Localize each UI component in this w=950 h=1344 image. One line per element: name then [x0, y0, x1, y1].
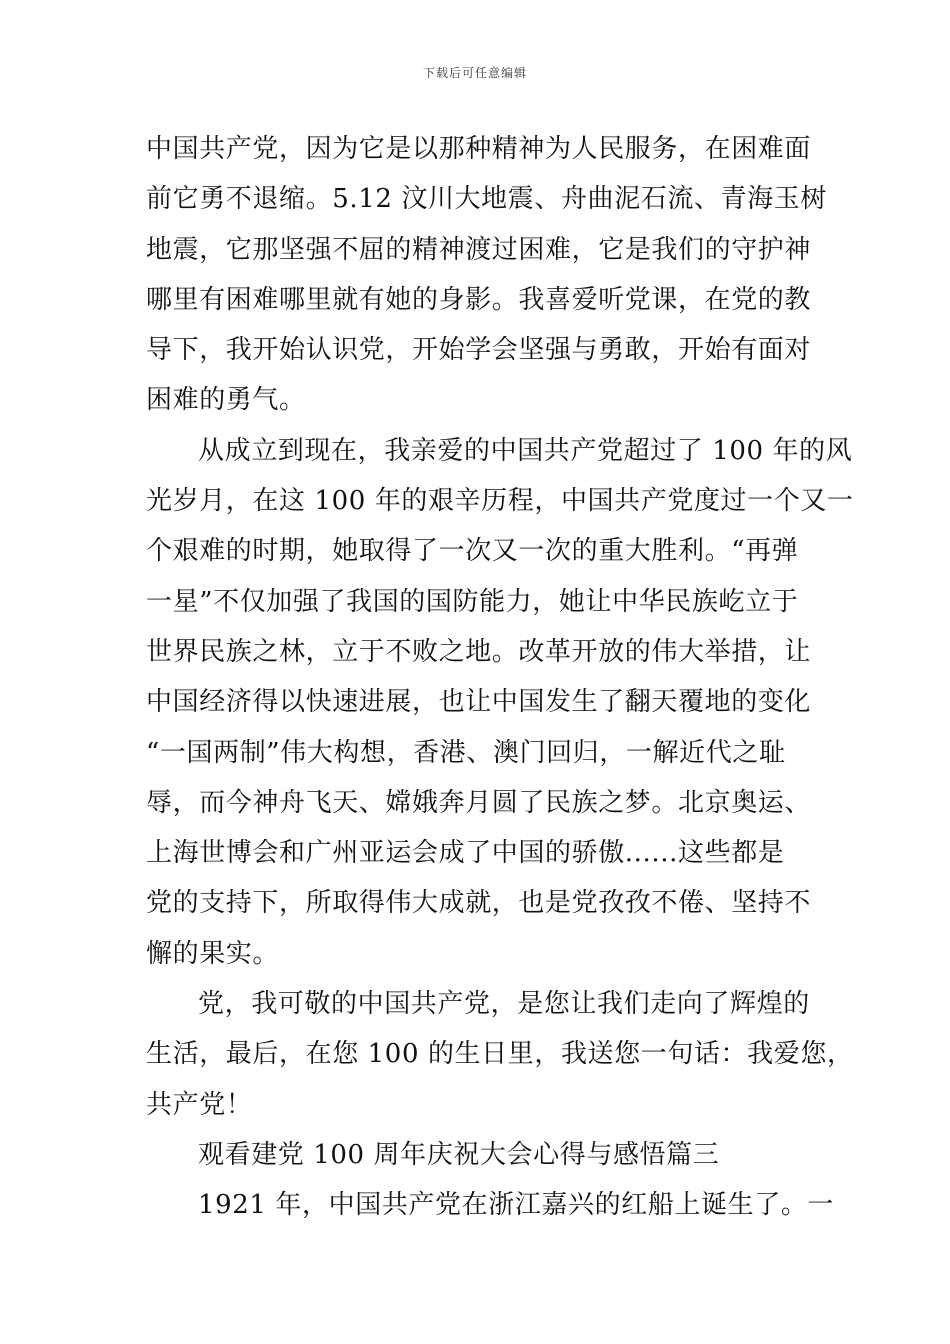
text-line: 中国共产党，因为它是以那种精神为人民服务，在困难面	[146, 134, 812, 164]
text-line: 地震，它那坚强不屈的精神渡过困难，它是我们的守护神	[146, 234, 812, 265]
text-line: 辱，而今神舟飞天、嫦娥奔月圆了民族之梦。北京奥运、	[146, 787, 812, 818]
text-line: 导下，我开始认识党，开始学会坚强与勇敢，开始有面对	[146, 335, 812, 366]
text-line: 一星”不仅加强了我国的国防能力，她让中华民族屹立于	[146, 586, 799, 617]
text-line: 个艰难的时期，她取得了一次又一次的重大胜利。“再弹	[146, 536, 799, 567]
text-line: 懈的果实。	[146, 938, 280, 969]
text-line: 世界民族之林，立于不败之地。改革开放的伟大举措，让	[146, 636, 812, 667]
text-line: 哪里有困难哪里就有她的身影。我喜爱听党课，在党的教	[146, 284, 812, 315]
text-line: 困难的勇气。	[146, 385, 306, 416]
text-line: 党，我可敬的中国共产党，是您让我们走向了辉煌的	[198, 989, 810, 1020]
text-line: 1921 年，中国共产党在浙江嘉兴的红船上诞生了。一	[198, 1190, 835, 1221]
text-line: 从成立到现在，我亲爱的中国共产党超过了 100 年的风	[198, 435, 853, 466]
text-line: 党的支持下，所取得伟大成就，也是党孜孜不倦、坚持不	[146, 888, 812, 919]
text-line: 光岁月，在这 100 年的艰辛历程，中国共产党度过一个又一	[146, 486, 854, 517]
page-header: 下载后可任意编辑	[422, 66, 527, 80]
text-line: 中国经济得以快速进展，也让中国发生了翻天覆地的变化	[146, 687, 812, 718]
text-line: 观看建党 100 周年庆祝大会心得与感悟篇三	[198, 1139, 720, 1170]
text-line: “一国两制”伟大构想，香港、澳门回归，一解近代之耻	[146, 737, 786, 768]
text-line: 上海世博会和广州亚运会成了中国的骄傲......这些都是	[146, 838, 785, 869]
text-line: 前它勇不退缩。5.12 汶川大地震、舟曲泥石流、青海玉树	[146, 184, 827, 215]
text-line: 共产党！	[146, 1089, 253, 1120]
text-line: 生活，最后，在您 100 的生日里，我送您一句话：我爱您，	[146, 1039, 854, 1070]
document-body	[146, 124, 854, 1231]
